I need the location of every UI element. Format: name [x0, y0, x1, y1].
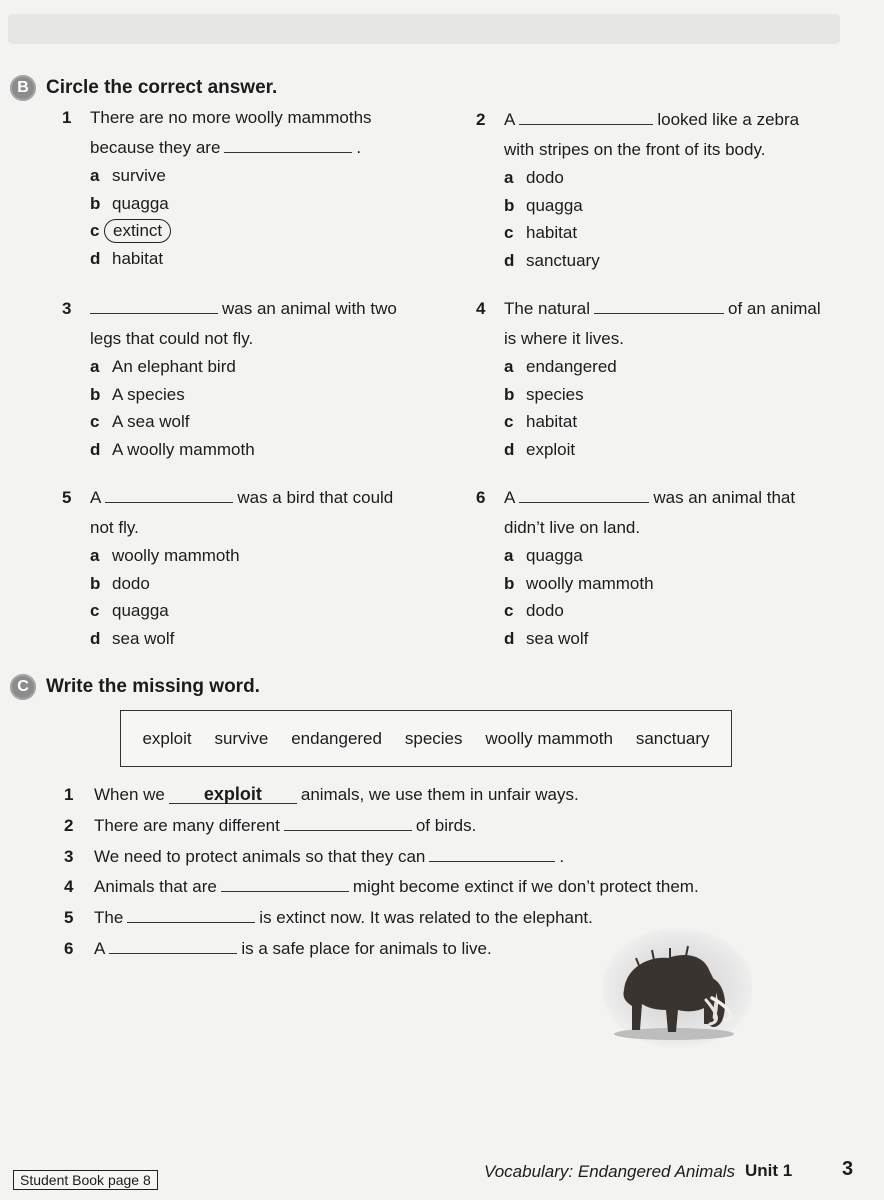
- option-text: sanctuary: [526, 250, 600, 270]
- option-text: A species: [112, 384, 185, 404]
- option-letter: b: [504, 195, 515, 215]
- option-letter: c: [504, 223, 514, 242]
- question-text: A: [90, 488, 102, 507]
- sentence-text: There are many different: [94, 816, 280, 835]
- sentence-text: is a safe place for animals to live.: [241, 939, 492, 958]
- answer-blank[interactable]: [90, 299, 218, 314]
- section-b-header: [10, 75, 277, 101]
- option-letter: d: [504, 439, 515, 459]
- section-c-header: [10, 674, 260, 700]
- option-letter: c: [90, 412, 100, 431]
- option-b[interactable]: [90, 194, 422, 222]
- answer-blank[interactable]: [429, 847, 555, 862]
- student-book-reference: Student Book page 8: [13, 1170, 158, 1190]
- header-band: [8, 14, 840, 44]
- option-letter: a: [90, 166, 100, 185]
- option-letter: a: [90, 357, 100, 376]
- fill-sentence-4: [64, 877, 699, 897]
- answer-blank[interactable]: [284, 816, 412, 831]
- question-1: [62, 108, 422, 276]
- answer-blank[interactable]: [221, 877, 349, 892]
- question-text: The natural: [504, 299, 590, 318]
- option-letter: d: [90, 439, 101, 459]
- option-letter: b: [90, 193, 101, 213]
- option-a[interactable]: [504, 546, 856, 574]
- option-d[interactable]: [504, 440, 856, 468]
- option-b[interactable]: [90, 385, 422, 413]
- answer-blank[interactable]: [594, 299, 724, 314]
- option-text: quagga: [526, 546, 583, 565]
- question-4: [476, 299, 856, 467]
- question-2: [476, 110, 836, 278]
- footer-title: Vocabulary: Endangered Animals: [484, 1162, 736, 1181]
- sentence-text: of birds.: [415, 816, 477, 835]
- option-text: quagga: [112, 601, 169, 620]
- fill-sentence-2: [64, 816, 476, 836]
- question-number: 1: [62, 108, 72, 127]
- option-text: woolly mammoth: [526, 573, 654, 593]
- sentence-number: 2: [64, 816, 74, 835]
- question-text: looked like a zebra: [657, 110, 800, 129]
- filled-answer[interactable]: exploit: [169, 785, 297, 804]
- answer-blank[interactable]: [105, 488, 233, 503]
- sentence-text: The: [94, 908, 124, 927]
- section-b-badge: B: [10, 75, 36, 101]
- question-3: [62, 299, 422, 467]
- question-text: with stripes on the front of its body.: [504, 140, 766, 159]
- question-number: 3: [62, 299, 72, 318]
- option-letter: c: [504, 601, 514, 620]
- option-text: dodo: [112, 573, 150, 593]
- question-text: is where it lives.: [504, 329, 624, 348]
- option-letter: b: [90, 573, 101, 593]
- option-letter: a: [90, 546, 100, 565]
- fill-sentence-6: [64, 939, 492, 959]
- fill-sentence-5: [64, 908, 593, 928]
- option-letter: a: [504, 168, 514, 187]
- option-c[interactable]: [504, 223, 836, 251]
- option-c-selected[interactable]: [90, 221, 422, 249]
- sentence-text: Animals that are: [94, 877, 217, 896]
- word-bank: [120, 710, 732, 767]
- sentence-number: 1: [64, 785, 74, 804]
- option-text: A woolly mammoth: [112, 439, 255, 459]
- question-text: A: [504, 488, 516, 507]
- option-c[interactable]: [90, 412, 422, 440]
- option-b[interactable]: [90, 574, 422, 602]
- question-text: was a bird that could: [237, 488, 394, 507]
- option-text: endangered: [526, 357, 617, 376]
- option-text: dodo: [526, 601, 564, 620]
- option-text: quagga: [112, 193, 169, 213]
- sentence-text: A: [94, 939, 106, 958]
- sentence-number: 5: [64, 908, 74, 927]
- question-text: There are no more woolly mammoths: [90, 108, 372, 127]
- option-b[interactable]: [504, 574, 856, 602]
- option-letter: b: [504, 384, 515, 404]
- option-letter: d: [504, 628, 515, 648]
- option-a[interactable]: [504, 357, 856, 385]
- question-text: was an animal with two: [222, 299, 397, 318]
- question-6: [476, 488, 856, 656]
- option-letter: c: [90, 601, 100, 620]
- question-number: 5: [62, 488, 72, 507]
- question-text: legs that could not fly.: [90, 329, 254, 348]
- word-bank-item: species: [404, 728, 463, 748]
- sentence-text: might become extinct if we don’t protect them.: [352, 877, 699, 896]
- option-text: exploit: [526, 439, 576, 459]
- question-text: .: [356, 138, 362, 157]
- word-bank-item: survive: [214, 728, 269, 748]
- word-bank-item: exploit: [142, 728, 192, 748]
- sentence-text: animals, we use them in unfair ways.: [300, 785, 579, 804]
- option-letter: d: [90, 248, 101, 268]
- option-text: species: [526, 384, 584, 404]
- option-c[interactable]: [90, 601, 422, 629]
- option-d[interactable]: [90, 249, 422, 277]
- fill-sentence-3: [64, 847, 564, 867]
- option-a[interactable]: [504, 168, 836, 196]
- sentence-text: We need to protect animals so that they can: [94, 847, 426, 866]
- word-bank-item: endangered: [291, 728, 382, 748]
- option-c[interactable]: [504, 601, 856, 629]
- question-text: A: [504, 110, 516, 129]
- option-letter: b: [90, 384, 101, 404]
- question-text: was an animal that: [653, 488, 796, 507]
- option-letter: c: [504, 412, 514, 431]
- option-text: quagga: [526, 195, 583, 215]
- fill-sentence-1: [64, 785, 579, 805]
- footer-unit: Unit 1: [745, 1161, 793, 1180]
- sentence-number: 6: [64, 939, 74, 958]
- selected-answer-circle: extinct: [104, 219, 171, 243]
- option-text: sea wolf: [526, 628, 589, 648]
- sentence-text: is extinct now. It was related to the elephant.: [259, 908, 593, 927]
- answer-blank[interactable]: [127, 908, 255, 923]
- option-d[interactable]: [504, 629, 856, 657]
- sentence-number: 4: [64, 877, 74, 896]
- option-text: An elephant bird: [112, 357, 236, 376]
- sentence-text: When we: [94, 785, 165, 804]
- option-letter: a: [504, 546, 514, 565]
- woolly-mammoth-illustration: [600, 928, 752, 1050]
- option-letter: b: [504, 573, 515, 593]
- option-c[interactable]: [504, 412, 856, 440]
- question-text: didn’t live on land.: [504, 518, 641, 537]
- option-text: A sea wolf: [112, 412, 190, 431]
- option-text: habitat: [526, 412, 578, 431]
- option-d[interactable]: [90, 629, 422, 657]
- answer-blank[interactable]: [519, 488, 649, 503]
- option-a[interactable]: [90, 546, 422, 574]
- question-number: 4: [476, 299, 486, 318]
- option-letter: d: [90, 628, 101, 648]
- sentence-text: .: [559, 847, 565, 866]
- option-letter: c: [90, 221, 100, 240]
- option-text: dodo: [526, 168, 564, 187]
- option-letter: d: [504, 250, 515, 270]
- question-text: not fly.: [90, 518, 139, 537]
- option-text: survive: [112, 166, 166, 185]
- question-text: of an animal: [728, 299, 821, 318]
- section-c-badge: C: [10, 674, 36, 700]
- option-a[interactable]: [90, 357, 422, 385]
- word-bank-item: sanctuary: [635, 728, 710, 748]
- option-text: habitat: [526, 223, 578, 242]
- option-b[interactable]: [504, 385, 856, 413]
- option-text: sea wolf: [112, 628, 175, 648]
- question-number: 2: [476, 110, 486, 129]
- option-d[interactable]: [504, 251, 836, 279]
- option-text: habitat: [112, 248, 164, 268]
- word-bank-item: woolly mammoth: [485, 728, 613, 748]
- answer-blank[interactable]: [519, 110, 653, 125]
- question-number: 6: [476, 488, 486, 507]
- page-number: 3: [842, 1158, 854, 1180]
- option-a[interactable]: [90, 166, 422, 194]
- option-d[interactable]: [90, 440, 422, 468]
- sentence-number: 3: [64, 847, 74, 866]
- answer-blank[interactable]: [109, 939, 237, 954]
- section-b-title: Circle the correct answer.: [46, 77, 278, 98]
- answer-blank[interactable]: [224, 138, 352, 153]
- option-text: woolly mammoth: [112, 546, 240, 565]
- question-text: because they are: [90, 138, 221, 157]
- option-letter: a: [504, 357, 514, 376]
- option-b[interactable]: [504, 196, 836, 224]
- section-c-title: Write the missing word.: [46, 676, 260, 697]
- question-5: [62, 488, 422, 656]
